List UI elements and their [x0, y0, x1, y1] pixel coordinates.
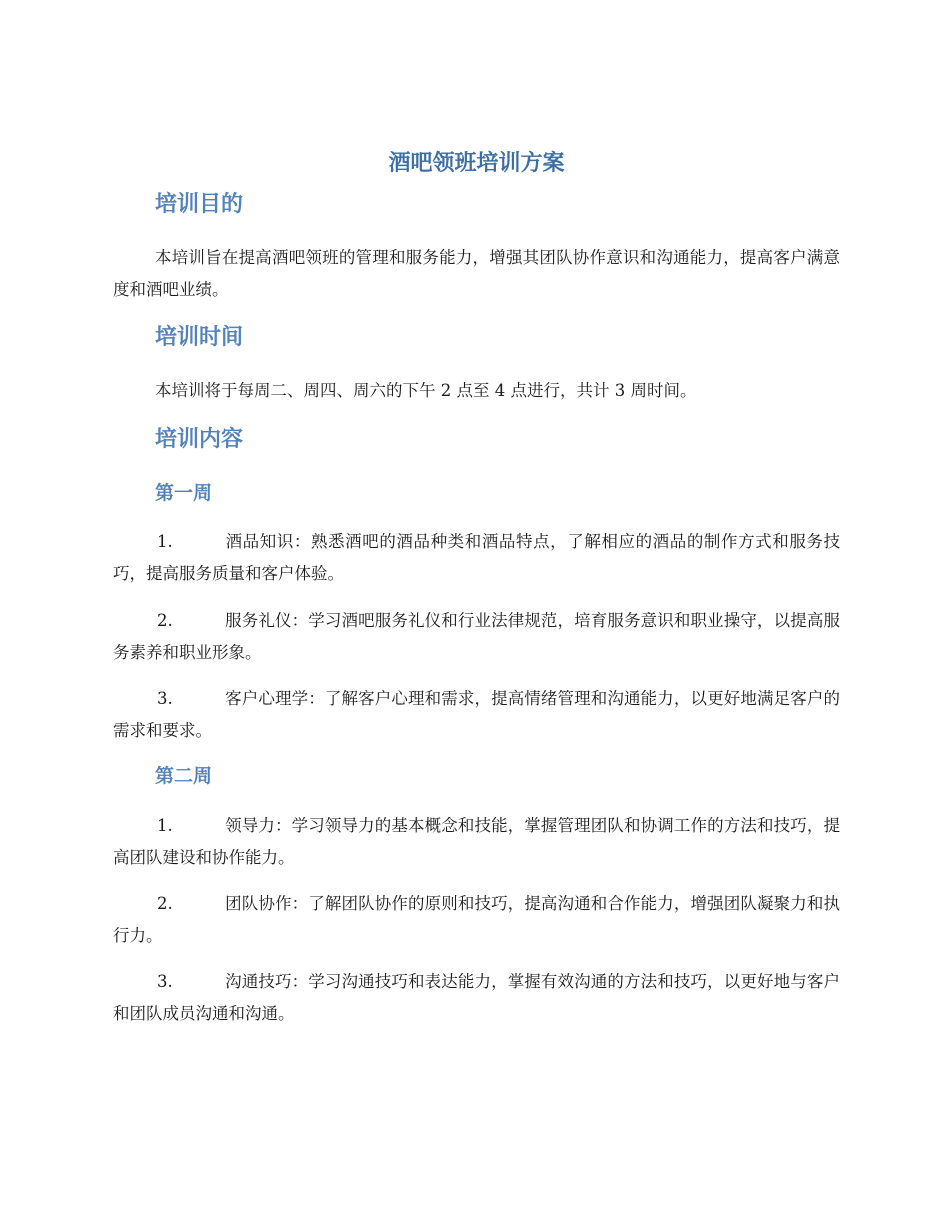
- heading-week2: 第二周: [155, 765, 213, 787]
- document-title: 酒吧领班培训方案: [388, 151, 565, 176]
- list-item-number: 1.: [157, 532, 173, 551]
- heading-week1: 第一周: [155, 482, 213, 504]
- list-item-text: 团队协作：了解团队协作的原则和技巧，提高沟通和合作能力，增强团队凝聚力和执行力。: [113, 894, 840, 945]
- list-item-number: 1.: [157, 816, 173, 835]
- list-item: [113, 605, 840, 669]
- heading-content: 培训内容: [155, 427, 244, 452]
- list-item-text: 沟通技巧：学习沟通技巧和表达能力，掌握有效沟通的方法和技巧，以更好地与客户和团队成员沟通和沟通。: [113, 972, 840, 1023]
- list-item: [113, 966, 840, 1030]
- heading-purpose: 培训目的: [155, 192, 244, 217]
- list-item: [113, 888, 840, 952]
- list-item-text: 领导力：学习领导力的基本概念和技能，掌握管理团队和协调工作的方法和技巧，提高团队建设和协作能力。: [113, 816, 840, 867]
- list-item-text: 酒品知识：熟悉酒吧的酒品种类和酒品特点，了解相应的酒品的制作方式和服务技巧，提高服务质量和客户体验。: [113, 532, 840, 583]
- list-item-number: 2.: [157, 611, 173, 630]
- list-item-number: 3.: [157, 689, 173, 708]
- list-item-text: 服务礼仪：学习酒吧服务礼仪和行业法律规范，培育服务意识和职业操守，以提高服务素养和职业形象。: [113, 611, 840, 662]
- list-item: [113, 810, 840, 874]
- heading-time: 培训时间: [155, 325, 244, 350]
- paragraph-time: 本培训将于每周二、周四、周六的下午 2 点至 4 点进行，共计 3 周时间。: [155, 381, 697, 400]
- list-item-number: 3.: [157, 972, 173, 991]
- paragraph-purpose: 本培训旨在提高酒吧领班的管理和服务能力，增强其团队协作意识和沟通能力，提高客户满意度和酒吧业绩。: [113, 248, 840, 299]
- list-item-text: 客户心理学：了解客户心理和需求，提高情绪管理和沟通能力，以更好地满足客户的需求和要求。: [113, 689, 840, 740]
- list-item: [113, 683, 840, 747]
- list-item-number: 2.: [157, 894, 173, 913]
- list-item: [113, 526, 840, 590]
